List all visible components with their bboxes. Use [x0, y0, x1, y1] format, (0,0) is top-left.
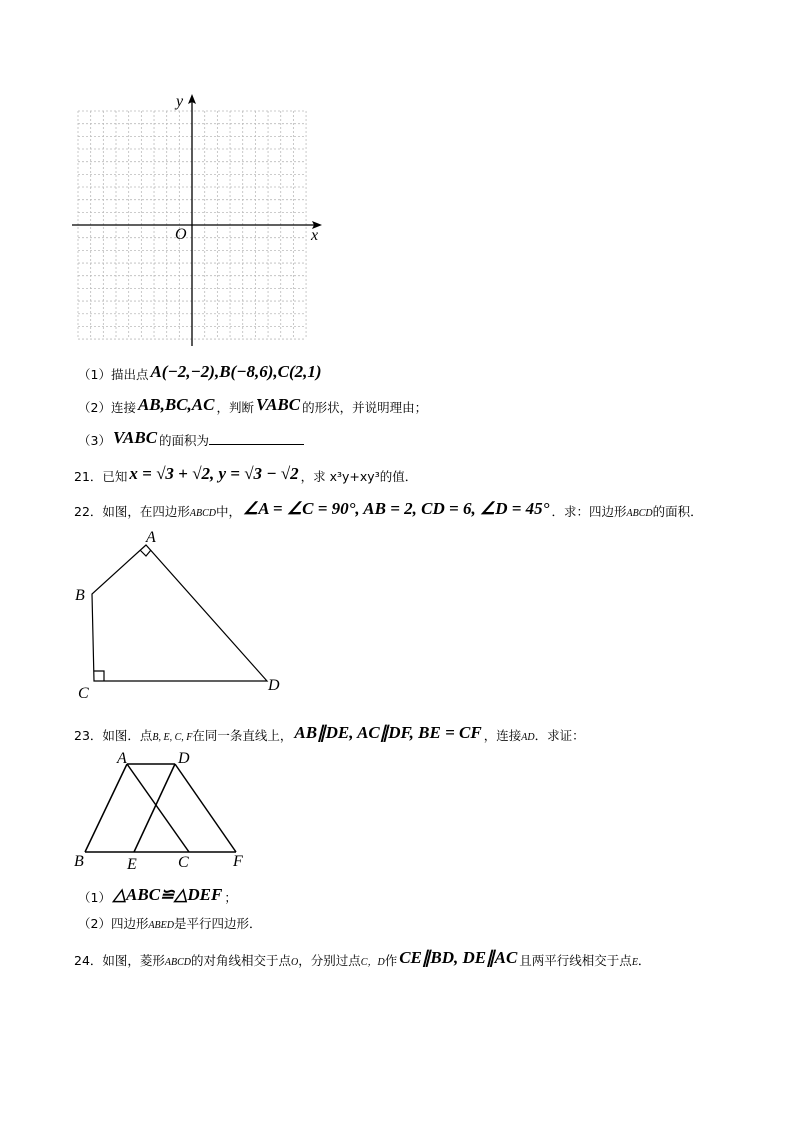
text: O: [291, 957, 299, 968]
quadrilateral-abcd: [92, 545, 267, 681]
text: 中，: [216, 504, 242, 519]
text: 24．如图，菱形: [74, 953, 165, 968]
math: AB∥DE, AC∥DF, BE = CF: [294, 723, 482, 742]
text: 的面积．: [652, 504, 703, 519]
text: ABCD: [164, 957, 192, 968]
text: 的面积为: [159, 433, 210, 448]
text: ，求 x³y+xy³的值．: [300, 469, 418, 484]
math: ∠A = ∠C = 90°, AB = 2, CD = 6, ∠D = 45°: [243, 499, 550, 518]
text: ．求证：: [534, 728, 585, 743]
label-d: D: [268, 677, 280, 694]
text: （1）描出点: [78, 367, 149, 382]
text: 且两平行线相交于点: [519, 953, 632, 968]
label-a: A: [146, 529, 156, 546]
text: ；: [224, 890, 237, 905]
text: 的对角线相交于点: [191, 953, 292, 968]
label-d: D: [178, 750, 190, 767]
text: 是平行四边形．: [174, 916, 262, 931]
text: AD: [521, 732, 535, 743]
text: 23．如图．点: [74, 728, 153, 743]
q24: [74, 948, 650, 973]
text: C，D: [360, 957, 385, 968]
label-c: C: [178, 854, 189, 871]
answer-blank[interactable]: [209, 432, 304, 445]
text: 22．如图，在四边形: [74, 504, 190, 519]
text: ABCD: [189, 508, 217, 519]
origin-label: O: [175, 226, 187, 243]
q21: [74, 464, 417, 487]
label-b: B: [74, 853, 84, 870]
text: ．: [637, 953, 651, 968]
text: B, E, C, F: [152, 732, 193, 743]
q20-part3: [78, 428, 304, 451]
quadrilateral-figure: [92, 545, 267, 681]
label-a: A: [117, 750, 127, 767]
q22: [74, 499, 703, 524]
math: VABC: [256, 395, 301, 414]
x-axis-label: x: [311, 227, 319, 244]
math: x = √3 + √2, y = √3 − √2: [129, 464, 299, 483]
math: VABC: [112, 428, 158, 447]
right-angle-mark-a: [140, 550, 151, 556]
text: 作: [384, 953, 398, 968]
text: ，判断: [216, 400, 255, 415]
math: △ABC≌△DEF: [112, 885, 223, 904]
text: E: [631, 957, 638, 968]
coordinate-axes: [72, 94, 322, 346]
text: （3）: [78, 433, 111, 448]
q23: [74, 723, 585, 748]
text: （1）: [78, 890, 111, 905]
text: ，分别过点: [298, 953, 361, 968]
text: （2）四边形: [78, 916, 149, 931]
label-f: F: [233, 853, 243, 870]
right-angle-mark-c: [94, 671, 104, 681]
label-b: B: [75, 587, 85, 604]
math: AB,BC,AC: [137, 395, 215, 414]
q23-part1: [78, 885, 237, 908]
trapezoid-figure: [85, 764, 236, 852]
y-axis-label: y: [176, 93, 184, 110]
text: （2）连接: [78, 400, 136, 415]
label-e: E: [127, 856, 137, 873]
text: ．求：四边形: [551, 504, 627, 519]
q20-part1: [78, 362, 324, 385]
text: ABED: [148, 920, 174, 931]
text: 在同一条直线上，: [192, 728, 293, 743]
text: ABCD: [626, 508, 653, 519]
text: 21．已知: [74, 469, 128, 484]
text: 的形状，并说明理由；: [302, 400, 428, 415]
text: ，连接: [483, 728, 522, 743]
label-c: C: [78, 685, 89, 702]
math: A(−2,−2),B(−8,6),C(2,1): [150, 362, 322, 381]
q20-part2: [78, 395, 427, 418]
math: CE∥BD, DE∥AC: [399, 948, 518, 967]
q23-part2: [78, 914, 262, 936]
